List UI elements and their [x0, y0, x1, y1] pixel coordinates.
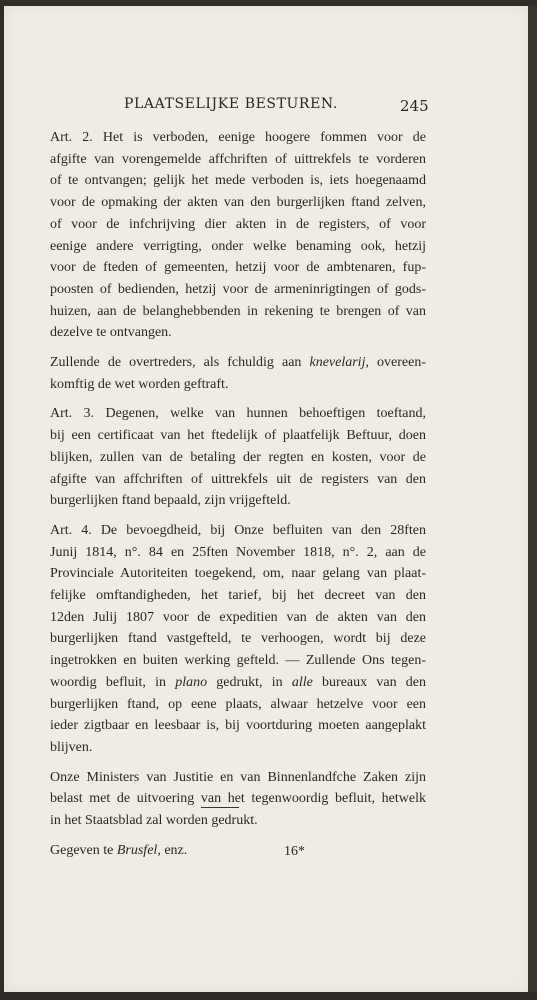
- text-run: woordig befluit, in: [50, 674, 176, 690]
- text-line: burgerlijken ftand bepaald, zijn vrijgefteld.: [50, 493, 291, 509]
- text-line: Provinciale Autoriteiten toegekend, om, naar gelang van plaat-: [50, 566, 426, 582]
- text-line: blijven.: [50, 739, 93, 755]
- text-run: , enz.: [157, 842, 188, 858]
- text-line: dezelve te ontvangen.: [50, 325, 172, 341]
- emphasis: Brusfel: [116, 842, 158, 858]
- text-line: Art. 3. Degenen, welke van hunnen behoeftigen toeftand,: [50, 406, 426, 422]
- text-run: , overeen-: [365, 355, 427, 371]
- text-line: burgerlijken ftand vastgefteld, te verhoogen, wordt bij deze: [50, 631, 426, 647]
- running-header: PLAATSELIJKE BESTUREN.: [124, 96, 338, 112]
- text-line: afgifte van vorengemelde affchriften of uittrekfels te vorderen: [50, 151, 426, 167]
- text-line: ingetrokken en buiten werking gefteld. — Zullende Ons tegen-: [50, 653, 426, 669]
- text-line: in het Staatsblad zal worden gedrukt.: [50, 813, 258, 829]
- text-run: gedrukt, in: [207, 674, 292, 690]
- emphasis: plano: [175, 674, 208, 690]
- book-page: [4, 6, 529, 992]
- page-body: [32, 127, 426, 862]
- text-run: Gegeven te: [50, 842, 117, 858]
- emphasis: knevelarij: [309, 355, 366, 371]
- text-line: burgerlijken ftand, op eene plaats, alwaar hetzelve voor een: [50, 696, 426, 712]
- text-line: Onze Ministers van Justitie en van Binnenlandfche Zaken zijn: [50, 769, 426, 785]
- text-line: belast met de uitvoering van het tegenwoordig befluit, hetwelk: [50, 791, 426, 807]
- given-at-paragraph: [32, 840, 426, 862]
- text-line: afgifte van affchriften of uittrekfels uit de registers van den: [50, 471, 426, 487]
- book-edge: [528, 6, 537, 992]
- article-2-paragraph: [32, 127, 426, 344]
- text-line: komftig de wet worden geftraft.: [50, 376, 229, 392]
- text-line: Art. 4. De bevoegdheid, bij Onze befluiten van den 28ften: [50, 522, 426, 538]
- emphasis: alle: [291, 674, 313, 690]
- text-line: blijken, zullen van de betaling der regten en kosten, voor de: [50, 449, 426, 465]
- printer-signature: 16*: [284, 844, 305, 859]
- text-line: voor de opmaking der akten van den burgerlijken ftand zelven,: [50, 195, 426, 211]
- article-3-paragraph: [32, 403, 426, 512]
- page-number: 245: [400, 97, 429, 115]
- text-line: poosten of bedienden, hetzij voor de armeninrigtingen of gods-: [50, 281, 426, 297]
- text-line: huizen, aan de belanghebbenden in rekening te brengen of van: [50, 303, 426, 319]
- text-line: eenige andere verrigting, onder welke benaming ook, hetzij: [50, 238, 426, 254]
- text-line: of voor de infchrijving dier akten in de registers, of voor: [50, 216, 426, 232]
- text-line: voor de fteden of gemeenten, hetzij voor de ambtenaren, fup-: [50, 260, 426, 276]
- article-4-paragraph: [32, 520, 426, 759]
- text-line: felijke omftandigheden, het tarief, bij het decreet van den: [50, 588, 426, 604]
- penalty-paragraph: [32, 352, 426, 395]
- text-line: ieder zigtbaar en leesbaar is, bij voortduring moeten aangeplakt: [50, 718, 426, 734]
- text-line: 12den Julij 1807 voor de expeditien van de akten van den: [50, 609, 426, 625]
- ministers-paragraph: [32, 767, 426, 832]
- text-line: [32, 352, 426, 374]
- text-line: [32, 840, 426, 862]
- text-line: [32, 672, 426, 694]
- text-line: Junij 1814, n°. 84 en 25ften November 1818, n°. 2, aan de: [50, 544, 426, 560]
- separator-rule: [201, 807, 239, 808]
- text-line: of te ontvangen; gelijk het mede verboden is, iets hoegenaamd: [50, 173, 426, 189]
- text-run: Zullende de overtreders, als fchuldig aan: [50, 355, 310, 371]
- text-run: bureaux van den: [312, 674, 426, 690]
- text-line: Art. 2. Het is verboden, eenige hoogere fommen voor de: [50, 130, 426, 145]
- text-line: bij een certificaat van het ftedelijk of plaatfelijk Beftuur, doen: [50, 428, 426, 444]
